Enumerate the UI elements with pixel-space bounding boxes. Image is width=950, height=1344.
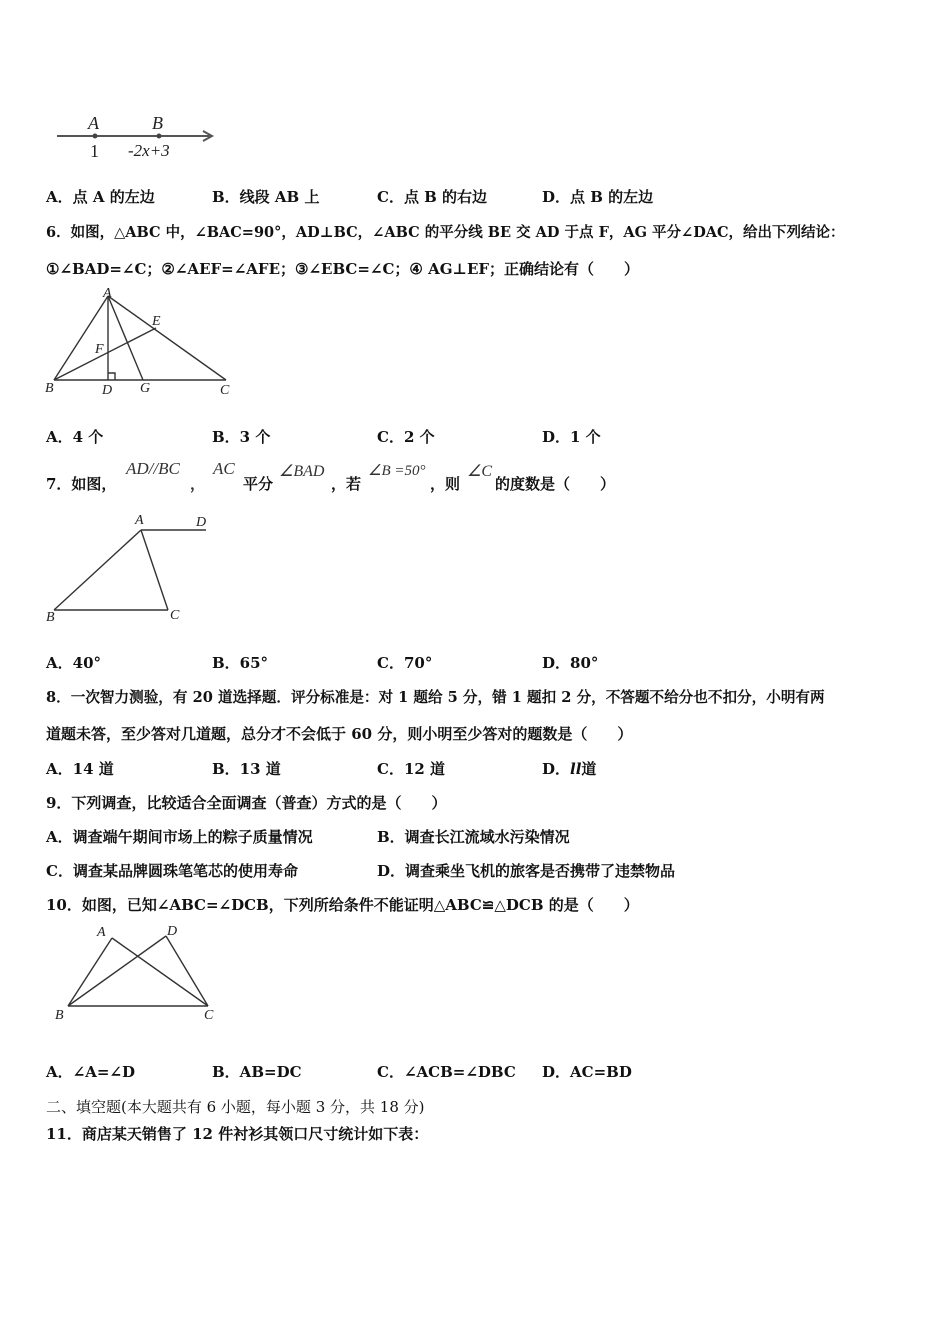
q8-stem-line1: 8．一次智力测验，有 20 道选择题．评分标准是：对 1 题给 5 分，错 1 题扣 2 分，不答题不给分也不扣分，小明有两 xyxy=(46,689,825,706)
q11-stem: 11．商店某天销售了 12 件衬衫其领口尺寸统计如下表： xyxy=(46,1125,429,1143)
q9-option-a: A．调查端午期间市场上的粽子质量情况 xyxy=(46,828,313,846)
numberline-label-b: B xyxy=(152,113,163,133)
q7-option-c: C．70° xyxy=(377,654,433,672)
numberline-label-a: A xyxy=(88,113,99,133)
q7-figure xyxy=(46,518,226,628)
q7-text-bisects: 平分 xyxy=(243,475,274,493)
q7-option-b: B．65° xyxy=(212,654,269,672)
q7-comma: ， xyxy=(190,477,206,493)
q8-option-c: C．12 道 xyxy=(377,760,446,778)
q7-text-suffix: 的度数是（ ） xyxy=(495,475,616,493)
q7-expr-angle-b: ∠B =50° xyxy=(368,463,426,479)
numberline-value-a: 1 xyxy=(90,141,99,161)
q7-label-b: B xyxy=(46,610,55,625)
q5-option-b: B．线段 AB 上 xyxy=(212,188,320,206)
q8-option-d-label: D． xyxy=(542,760,571,778)
q6-label-c: C xyxy=(220,383,230,398)
q7-text-if: ，若 xyxy=(331,475,362,493)
q9-option-c: C．调查某品牌圆珠笔笔芯的使用寿命 xyxy=(46,862,298,880)
q7-expr-angle-c: ∠C xyxy=(467,463,493,480)
q8-option-d xyxy=(542,758,596,779)
q10-option-a: A．∠A=∠D xyxy=(46,1063,135,1081)
q7-label-d: D xyxy=(196,515,207,530)
numberline-value-b: -2x+3 xyxy=(128,141,170,160)
q10-label-b: B xyxy=(55,1008,64,1023)
q7-label-c: C xyxy=(170,608,180,623)
q6-stem-line1: 6．如图，△ABC 中，∠BAC=90°，AD⊥BC，∠ABC 的平分线 BE 交 AD 于点 F，AG 平分∠DAC，给出下列结论： xyxy=(46,224,845,241)
q10-label-c: C xyxy=(204,1008,214,1023)
q10-label-a: A xyxy=(97,925,106,940)
q5-option-c: C．点 B 的右边 xyxy=(377,188,488,206)
q7-label-a: A xyxy=(135,513,144,528)
q8-option-d-value: ll xyxy=(570,760,582,778)
q5-option-a: A．点 A 的左边 xyxy=(46,188,155,206)
q6-stem-line2: ①∠BAD=∠C；②∠AEF=∠AFE；③∠EBC=∠C；④ AG⊥EF；正确结论有（ ） xyxy=(46,260,640,278)
q7-expr-ad-parallel-bc: AD//BC xyxy=(126,459,180,478)
q10-option-c: C．∠ACB=∠DBC xyxy=(377,1063,516,1081)
q10-stem: 10．如图，已知∠ABC=∠DCB，下列所给条件不能证明△ABC≌△DCB 的是（ ） xyxy=(46,896,639,914)
q6-label-b: B xyxy=(45,381,54,396)
q9-stem: 9．下列调查，比较适合全面调查（普查）方式的是（ ） xyxy=(46,794,447,812)
q10-option-d: D．AC=BD xyxy=(542,1063,632,1081)
q8-option-d-unit: 道 xyxy=(581,760,597,778)
q7-text-then: ，则 xyxy=(430,475,461,493)
q6-option-b: B．3 个 xyxy=(212,428,271,446)
q7-stem-prefix: 7．如图， xyxy=(46,475,117,493)
q8-stem-line2: 道题未答，至少答对几道题，总分才不会低于 60 分，则小明至少答对的题数是（ ） xyxy=(46,725,633,743)
q6-label-d: D xyxy=(102,383,113,398)
q7-expr-ac: AC xyxy=(213,459,235,478)
q8-option-a: A．14 道 xyxy=(46,760,114,778)
q6-option-c: C．2 个 xyxy=(377,428,435,446)
q6-label-a: A xyxy=(103,286,112,301)
q9-option-d: D．调查乘坐飞机的旅客是否携带了违禁物品 xyxy=(377,862,676,880)
q6-option-d: D．1 个 xyxy=(542,428,601,446)
q6-label-g: G xyxy=(140,381,151,396)
q10-label-d: D xyxy=(167,924,178,939)
q6-label-f: F xyxy=(95,342,104,357)
q5-option-d: D．点 B 的左边 xyxy=(542,188,654,206)
q10-option-b: B．AB=DC xyxy=(212,1063,302,1081)
q7-option-a: A．40° xyxy=(46,654,102,672)
q7-option-d: D．80° xyxy=(542,654,599,672)
q8-option-b: B．13 道 xyxy=(212,760,281,778)
q10-figure xyxy=(46,924,226,1024)
q9-option-b: B．调查长江流域水污染情况 xyxy=(377,828,570,846)
q6-option-a: A．4 个 xyxy=(46,428,104,446)
q7-expr-angle-bad: ∠BAD xyxy=(279,463,325,480)
section-fill-in-heading: 二、填空题(本大题共有 6 小题，每小题 3 分，共 18 分) xyxy=(46,1098,425,1116)
q6-label-e: E xyxy=(152,314,161,329)
